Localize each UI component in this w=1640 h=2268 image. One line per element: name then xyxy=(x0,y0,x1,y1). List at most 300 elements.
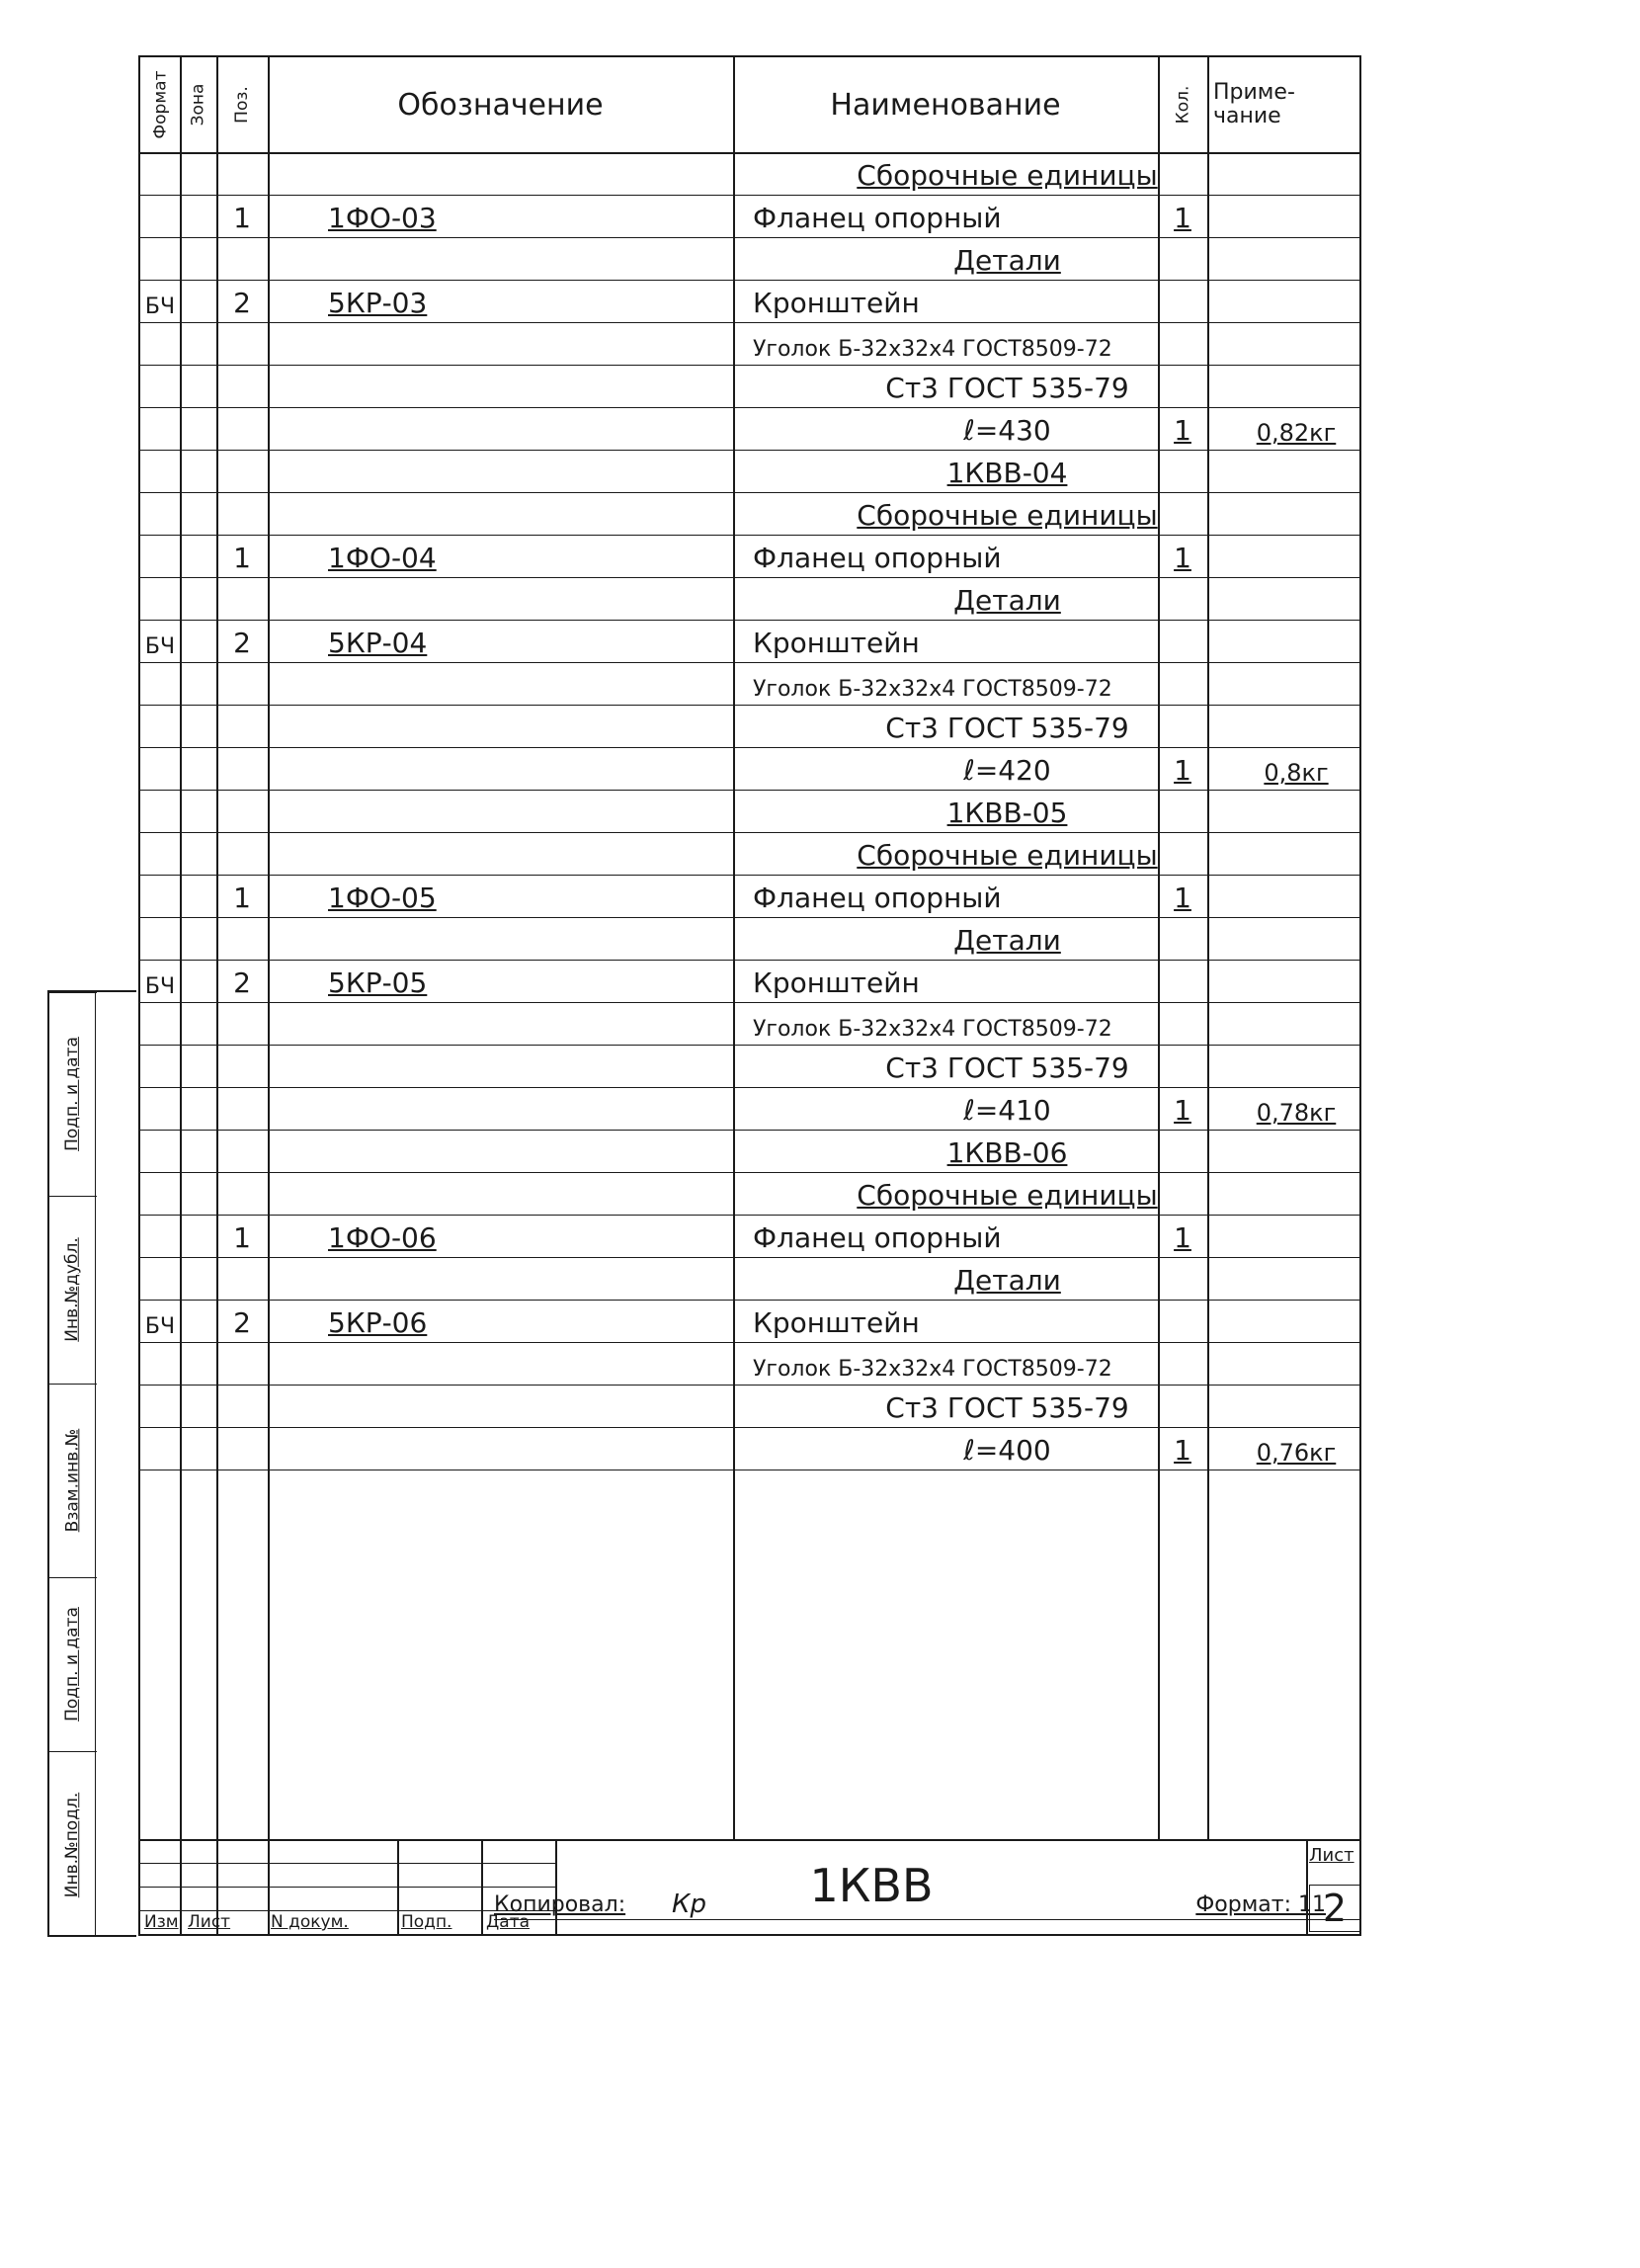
footer xyxy=(494,1886,1361,1920)
quantity-cell xyxy=(1158,917,1207,960)
document-code: 1КВВ xyxy=(809,1859,934,1912)
row-divider xyxy=(140,365,1359,366)
position-cell-text: 2 xyxy=(233,287,251,319)
title-block-divider xyxy=(397,1841,399,1934)
table-row xyxy=(140,875,1363,917)
designation-cell xyxy=(318,365,723,407)
specification-sheet xyxy=(138,55,1361,1936)
table-row xyxy=(140,747,1363,790)
position-cell xyxy=(216,577,268,620)
name-cell-text: Сборочные единицы xyxy=(857,1179,1158,1212)
designation-cell xyxy=(318,790,723,832)
row-divider xyxy=(140,195,1359,196)
row-divider xyxy=(140,1215,1359,1216)
title-block-divider xyxy=(180,1841,182,1934)
quantity-cell xyxy=(1158,152,1207,195)
row-divider xyxy=(140,1427,1359,1428)
note-cell xyxy=(1229,407,1363,450)
note-cell xyxy=(1229,577,1363,620)
table-row xyxy=(140,1257,1363,1300)
note-cell xyxy=(1229,1215,1363,1257)
side-stamp-label xyxy=(51,1577,93,1751)
position-cell xyxy=(216,365,268,407)
sheet-label: Лист xyxy=(1309,1845,1354,1866)
name-cell-text: Ст3 ГОСТ 535-79 xyxy=(885,1051,1129,1084)
name-cell-text: Ст3 ГОСТ 535-79 xyxy=(885,1391,1129,1424)
position-cell xyxy=(216,535,268,577)
position-cell xyxy=(216,960,268,1002)
designation-cell xyxy=(318,492,723,535)
table-row xyxy=(140,365,1363,407)
format-cell xyxy=(140,322,180,365)
row-divider xyxy=(140,705,1359,706)
designation-cell xyxy=(318,620,723,662)
position-cell xyxy=(216,195,268,237)
designation-cell-text: 1ФО-04 xyxy=(328,542,437,574)
name-cell-text: Кронштейн xyxy=(753,287,920,319)
note-cell xyxy=(1229,917,1363,960)
name-cell-text: Детали xyxy=(953,584,1061,617)
format-cell xyxy=(140,790,180,832)
header-format: Формат xyxy=(150,70,171,139)
side-stamp-label xyxy=(51,1196,93,1384)
column-divider xyxy=(268,57,270,1839)
row-divider xyxy=(140,1172,1359,1173)
note-cell xyxy=(1229,960,1363,1002)
note-cell xyxy=(1229,535,1363,577)
position-cell-text: 2 xyxy=(233,627,251,659)
designation-cell xyxy=(318,152,723,195)
note-cell-text: 0,78кг xyxy=(1256,1099,1337,1127)
format-cell-text: БЧ xyxy=(144,634,176,659)
note-cell xyxy=(1229,1172,1363,1215)
quantity-cell xyxy=(1158,662,1207,705)
position-cell xyxy=(216,1172,268,1215)
position-cell xyxy=(216,832,268,875)
note-cell xyxy=(1229,1045,1363,1087)
name-cell-text: Уголок Б-32х32х4 ГОСТ8509-72 xyxy=(753,337,1112,362)
designation-cell-text: 5КР-04 xyxy=(328,627,428,659)
table-row xyxy=(140,1385,1363,1427)
format-cell xyxy=(140,1427,180,1470)
designation-cell xyxy=(318,1172,723,1215)
row-divider xyxy=(140,1087,1359,1088)
quantity-cell xyxy=(1158,450,1207,492)
note-cell xyxy=(1229,1002,1363,1045)
note-cell xyxy=(1229,280,1363,322)
quantity-cell xyxy=(1158,1002,1207,1045)
quantity-cell xyxy=(1158,1130,1207,1172)
position-cell xyxy=(216,1087,268,1130)
table-row xyxy=(140,450,1363,492)
position-cell xyxy=(216,237,268,280)
name-cell-text: Кронштейн xyxy=(753,1306,920,1339)
name-cell-text: Детали xyxy=(953,244,1061,277)
name-cell-text: Ст3 ГОСТ 535-79 xyxy=(885,372,1129,404)
note-cell xyxy=(1229,705,1363,747)
format-cell xyxy=(140,577,180,620)
row-divider xyxy=(140,1045,1359,1046)
note-cell xyxy=(1229,152,1363,195)
specification-table xyxy=(138,55,1361,1841)
row-divider xyxy=(140,1002,1359,1003)
note-cell xyxy=(1229,1257,1363,1300)
table-row xyxy=(140,1130,1363,1172)
format-cell xyxy=(140,237,180,280)
row-divider xyxy=(140,237,1359,238)
format-cell xyxy=(140,1172,180,1215)
note-cell xyxy=(1229,747,1363,790)
position-cell xyxy=(216,152,268,195)
position-cell xyxy=(216,705,268,747)
side-stamp-text: Подп. и дата xyxy=(62,1607,82,1722)
designation-cell-text: 1ФО-06 xyxy=(328,1221,437,1254)
quantity-cell xyxy=(1158,407,1207,450)
position-cell xyxy=(216,790,268,832)
column-divider xyxy=(1158,57,1160,1839)
designation-cell xyxy=(318,1427,723,1470)
row-divider xyxy=(140,832,1359,833)
header-designation: Обозначение xyxy=(397,87,604,123)
copied-label: Копировал: xyxy=(494,1892,626,1917)
name-cell-text: Фланец опорный xyxy=(753,882,1002,914)
quantity-cell xyxy=(1158,620,1207,662)
position-cell-text: 2 xyxy=(233,966,251,999)
side-stamp-text: Взам.инв.№ xyxy=(62,1428,82,1533)
designation-cell-text: 5КР-03 xyxy=(328,287,428,319)
position-cell xyxy=(216,1342,268,1385)
title-block-caption: Подп. xyxy=(401,1912,452,1932)
position-cell-text: 1 xyxy=(233,542,251,574)
designation-cell xyxy=(318,450,723,492)
position-cell xyxy=(216,662,268,705)
row-divider xyxy=(140,322,1359,323)
title-block-caption: N докум. xyxy=(271,1912,349,1932)
quantity-cell-text: 1 xyxy=(1174,202,1191,234)
note-cell xyxy=(1229,832,1363,875)
name-cell-text: Сборочные единицы xyxy=(857,499,1158,532)
quantity-cell xyxy=(1158,1257,1207,1300)
side-stamp-text: Подп. и дата xyxy=(62,1037,82,1151)
header-divider xyxy=(140,152,1359,154)
side-stamp xyxy=(47,990,136,1937)
quantity-cell xyxy=(1158,1385,1207,1427)
note-cell xyxy=(1229,195,1363,237)
row-divider xyxy=(140,407,1359,408)
table-row xyxy=(140,662,1363,705)
row-divider xyxy=(140,917,1359,918)
name-cell-text: Уголок Б-32х32х4 ГОСТ8509-72 xyxy=(753,1357,1112,1382)
sheet-number: 2 xyxy=(1309,1885,1360,1932)
title-block-caption: Лист xyxy=(188,1912,231,1932)
table-row xyxy=(140,1045,1363,1087)
position-cell xyxy=(216,450,268,492)
note-cell xyxy=(1229,1427,1363,1470)
designation-cell-text: 1ФО-03 xyxy=(328,202,437,234)
title-block-row xyxy=(140,1863,555,1864)
note-cell-text: 0,82кг xyxy=(1256,419,1337,447)
table-row xyxy=(140,195,1363,237)
position-cell xyxy=(216,1385,268,1427)
table-row xyxy=(140,1172,1363,1215)
format-cell xyxy=(140,620,180,662)
table-row xyxy=(140,237,1363,280)
note-cell xyxy=(1229,1385,1363,1427)
format-cell xyxy=(140,1300,180,1342)
position-cell xyxy=(216,1300,268,1342)
row-divider xyxy=(140,747,1359,748)
name-cell-text: 1КВВ-04 xyxy=(946,457,1068,489)
table-row xyxy=(140,322,1363,365)
designation-cell xyxy=(318,280,723,322)
position-cell xyxy=(216,1130,268,1172)
name-cell-text: Фланец опорный xyxy=(753,202,1002,234)
row-divider xyxy=(140,662,1359,663)
side-stamp-label xyxy=(51,992,93,1196)
note-cell xyxy=(1229,450,1363,492)
row-divider xyxy=(140,1257,1359,1258)
designation-cell xyxy=(318,705,723,747)
position-cell xyxy=(216,492,268,535)
format-cell xyxy=(140,407,180,450)
position-cell-text: 2 xyxy=(233,1306,251,1339)
position-cell xyxy=(216,322,268,365)
note-cell-text: 0,76кг xyxy=(1256,1439,1337,1467)
designation-cell xyxy=(318,662,723,705)
format-cell xyxy=(140,492,180,535)
table-row xyxy=(140,620,1363,662)
format-cell xyxy=(140,960,180,1002)
row-divider xyxy=(140,1342,1359,1343)
row-divider xyxy=(140,790,1359,791)
format-cell xyxy=(140,875,180,917)
quantity-cell-text: 1 xyxy=(1174,414,1191,447)
row-divider xyxy=(140,1300,1359,1301)
quantity-cell xyxy=(1158,1045,1207,1087)
copied-signature: Кр xyxy=(672,1890,706,1919)
designation-cell xyxy=(318,1002,723,1045)
position-cell xyxy=(216,1427,268,1470)
format-cell xyxy=(140,280,180,322)
format-label: Формат: 11 xyxy=(1195,1892,1326,1917)
quantity-cell xyxy=(1158,1342,1207,1385)
position-cell xyxy=(216,747,268,790)
position-cell xyxy=(216,1215,268,1257)
name-cell-text: ℓ=410 xyxy=(963,1094,1051,1127)
quantity-cell xyxy=(1158,832,1207,875)
position-cell-text: 1 xyxy=(233,1221,251,1254)
name-cell-text: Сборочные единицы xyxy=(857,159,1158,192)
title-block-row xyxy=(140,1910,555,1911)
table-row xyxy=(140,1427,1363,1470)
quantity-cell-text: 1 xyxy=(1174,542,1191,574)
format-cell-text: БЧ xyxy=(144,1314,176,1339)
format-cell xyxy=(140,1087,180,1130)
quantity-cell xyxy=(1158,1427,1207,1470)
name-cell-text: Ст3 ГОСТ 535-79 xyxy=(885,712,1129,744)
designation-cell xyxy=(318,1257,723,1300)
note-cell xyxy=(1229,1130,1363,1172)
designation-cell xyxy=(318,1087,723,1130)
designation-cell xyxy=(318,1215,723,1257)
quantity-cell xyxy=(1158,747,1207,790)
header-pos: Поз. xyxy=(231,86,252,124)
position-cell-text: 1 xyxy=(233,202,251,234)
table-row xyxy=(140,960,1363,1002)
table-row xyxy=(140,280,1363,322)
format-cell xyxy=(140,1215,180,1257)
table-row xyxy=(140,917,1363,960)
note-cell xyxy=(1229,790,1363,832)
quantity-cell xyxy=(1158,1300,1207,1342)
position-cell xyxy=(216,1257,268,1300)
row-divider xyxy=(140,875,1359,876)
note-cell xyxy=(1229,237,1363,280)
format-cell xyxy=(140,1385,180,1427)
note-cell-text: 0,8кг xyxy=(1264,759,1329,787)
quantity-cell-text: 1 xyxy=(1174,882,1191,914)
position-cell xyxy=(216,917,268,960)
name-cell-text: ℓ=400 xyxy=(963,1434,1051,1467)
row-divider xyxy=(140,492,1359,493)
side-stamp-label xyxy=(51,1751,93,1939)
quantity-cell xyxy=(1158,280,1207,322)
table-row xyxy=(140,1087,1363,1130)
designation-cell xyxy=(318,535,723,577)
row-divider xyxy=(140,620,1359,621)
designation-cell xyxy=(318,237,723,280)
note-cell xyxy=(1229,1087,1363,1130)
name-cell-text: Уголок Б-32х32х4 ГОСТ8509-72 xyxy=(753,1017,1112,1042)
note-cell xyxy=(1229,875,1363,917)
header-qty: Кол. xyxy=(1173,85,1192,125)
note-cell xyxy=(1229,1300,1363,1342)
row-divider xyxy=(140,1385,1359,1386)
format-cell-text: БЧ xyxy=(144,294,176,319)
title-block-divider xyxy=(268,1841,270,1934)
quantity-cell-text: 1 xyxy=(1174,1221,1191,1254)
format-cell xyxy=(140,1130,180,1172)
format-cell xyxy=(140,365,180,407)
name-cell-text: Кронштейн xyxy=(753,627,920,659)
row-divider xyxy=(140,577,1359,578)
note-cell xyxy=(1229,492,1363,535)
designation-cell-text: 5КР-06 xyxy=(328,1306,428,1339)
quantity-cell xyxy=(1158,365,1207,407)
position-cell xyxy=(216,1045,268,1087)
designation-cell xyxy=(318,1130,723,1172)
designation-cell xyxy=(318,747,723,790)
table-row xyxy=(140,1215,1363,1257)
table-row xyxy=(140,1002,1363,1045)
note-cell xyxy=(1229,365,1363,407)
table-row xyxy=(140,1342,1363,1385)
format-cell xyxy=(140,705,180,747)
format-cell xyxy=(140,450,180,492)
name-cell-text: ℓ=430 xyxy=(963,414,1051,447)
designation-cell xyxy=(318,407,723,450)
quantity-cell xyxy=(1158,1172,1207,1215)
format-cell xyxy=(140,1045,180,1087)
column-divider xyxy=(1207,57,1209,1839)
format-cell xyxy=(140,195,180,237)
quantity-cell xyxy=(1158,492,1207,535)
format-cell xyxy=(140,535,180,577)
name-cell-text: Детали xyxy=(953,1264,1061,1297)
quantity-cell xyxy=(1158,322,1207,365)
format-cell xyxy=(140,832,180,875)
quantity-cell xyxy=(1158,875,1207,917)
quantity-cell xyxy=(1158,577,1207,620)
format-cell xyxy=(140,747,180,790)
note-cell xyxy=(1229,322,1363,365)
side-stamp-label xyxy=(51,1384,93,1577)
table-row xyxy=(140,1300,1363,1342)
designation-cell xyxy=(318,875,723,917)
name-cell-text: Уголок Б-32х32х4 ГОСТ8509-72 xyxy=(753,677,1112,702)
row-divider xyxy=(140,535,1359,536)
title-block-caption: Дата xyxy=(486,1912,531,1932)
designation-cell-text: 1ФО-05 xyxy=(328,882,437,914)
row-divider xyxy=(140,960,1359,961)
designation-cell xyxy=(318,1045,723,1087)
quantity-cell xyxy=(1158,960,1207,1002)
designation-cell xyxy=(318,1342,723,1385)
designation-cell xyxy=(318,960,723,1002)
quantity-cell xyxy=(1158,237,1207,280)
side-stamp-text: Инв.№подл. xyxy=(62,1792,83,1898)
row-divider xyxy=(140,450,1359,451)
table-row xyxy=(140,832,1363,875)
quantity-cell-text: 1 xyxy=(1174,1434,1191,1467)
format-cell xyxy=(140,1002,180,1045)
position-cell xyxy=(216,407,268,450)
format-cell xyxy=(140,917,180,960)
row-divider xyxy=(140,1130,1359,1131)
format-cell xyxy=(140,152,180,195)
quantity-cell xyxy=(1158,705,1207,747)
title-block-divider xyxy=(481,1841,483,1934)
quantity-cell xyxy=(1158,790,1207,832)
position-cell xyxy=(216,1002,268,1045)
header-zone: Зона xyxy=(188,83,208,126)
table-row xyxy=(140,535,1363,577)
title-block-row xyxy=(140,1887,555,1888)
position-cell xyxy=(216,280,268,322)
table-row xyxy=(140,152,1363,195)
format-cell xyxy=(140,1257,180,1300)
quantity-cell xyxy=(1158,535,1207,577)
designation-cell xyxy=(318,322,723,365)
designation-cell xyxy=(318,832,723,875)
table-row xyxy=(140,790,1363,832)
name-cell-text: Кронштейн xyxy=(753,966,920,999)
position-cell-text: 1 xyxy=(233,882,251,914)
name-cell-text: Детали xyxy=(953,924,1061,957)
quantity-cell-text: 1 xyxy=(1174,1094,1191,1127)
column-divider xyxy=(180,57,182,1839)
title-block-caption: Изм xyxy=(144,1912,179,1932)
name-cell-text: Фланец опорный xyxy=(753,1221,1002,1254)
row-divider xyxy=(140,280,1359,281)
designation-cell xyxy=(318,917,723,960)
designation-cell-text: 5КР-05 xyxy=(328,966,428,999)
column-divider xyxy=(216,57,218,1839)
table-row xyxy=(140,705,1363,747)
name-cell-text: Сборочные единицы xyxy=(857,839,1158,872)
side-stamp-text: Инв.№дубл. xyxy=(62,1237,83,1342)
note-cell xyxy=(1229,662,1363,705)
